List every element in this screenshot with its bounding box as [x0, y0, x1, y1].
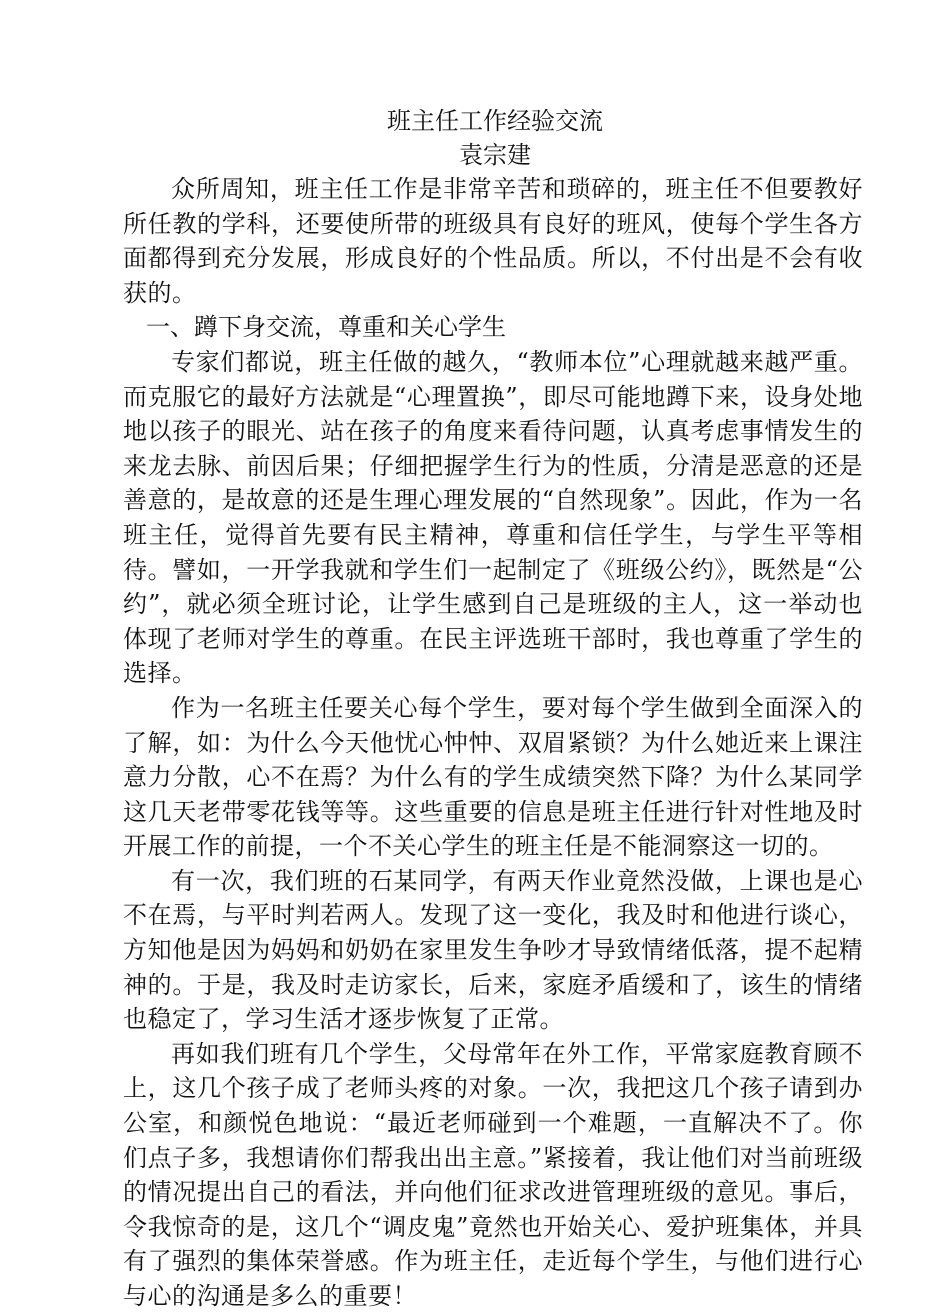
intro-paragraph: 众所周知，班主任工作是非常辛苦和琐碎的，班主任不但要教好所任教的学科，还要使所带的班级具有良好的班风，使每个学生各方面都得到充分发展，形成良好的个性品质。所以，不付出是不会有收获的。: [123, 175, 863, 307]
body-paragraph: 再如我们班有几个学生，父母常年在外工作，平常家庭教育顾不上，这几个孩子成了老师头疼的对象。一次，我把这几个孩子请到办公室，和颜悦色地说：“最近老师碰到一个难题，一直解决不了。你们点子多，我想请你们帮我出出主意。”紧接着，我让他们对当前班级的情况提出自己的看法，并向他们征求改进管理班级的意见。事后，令我惊奇的是，这几个“调皮鬼”竟然也开始关心、爱护班集体，并具有了强烈的集体荣誉感。作为班主任，走近每个学生，与他们进行心与心的沟通是多么的重要！: [123, 1039, 863, 1310]
body-paragraph: 专家们都说，班主任做的越久，“教师本位”心理就越来越严重。而克服它的最好方法就是“心理置换”，即尽可能地蹲下来，设身处地地以孩子的眼光、站在孩子的角度来看待问题，认真考虑事情发生的来龙去脉、前因后果；仔细把握学生行为的性质，分清是恶意的还是善意的，是故意的还是生理心理发展的“自然现象”。因此，作为一名班主任，觉得首先要有民主精神，尊重和信任学生，与学生平等相待。譬如，一开学我就和学生们一起制定了《班级公约》，既然是“公约”，就必须全班讨论，让学生感到自己是班级的主人，这一举动也体现了老师对学生的尊重。在民主评选班干部时，我也尊重了学生的选择。: [123, 347, 863, 688]
document-body: [123, 104, 863, 1314]
document-author: 袁宗建: [459, 141, 531, 169]
body-paragraph: 有一次，我们班的石某同学，有两天作业竟然没做，上课也是心不在焉，与平时判若两人。发现了这一变化，我及时和他进行谈心，方知他是因为妈妈和奶奶在家里发生争吵才导致情绪低落，提不起精神的。于是，我及时走访家长，后来，家庭矛盾缓和了，该生的情绪也稳定了，学习生活才逐步恢复了正常。: [123, 866, 863, 1034]
body-paragraph: 作为一名班主任要关心每个学生，要对每个学生做到全面深入的了解，如：为什么今天他忧心忡忡、双眉紧锁？为什么她近来上课注意力分散，心不在焉？为什么有的学生成绩突然下降？为什么某同学这几天老带零花钱等等。这些重要的信息是班主任进行针对性地及时开展工作的前提，一个不关心学生的班主任是不能洞察这一切的。: [123, 693, 863, 861]
document-title: 班主任工作经验交流: [387, 107, 603, 135]
section-heading: 一、蹲下身交流，尊重和关心学生: [146, 313, 506, 342]
